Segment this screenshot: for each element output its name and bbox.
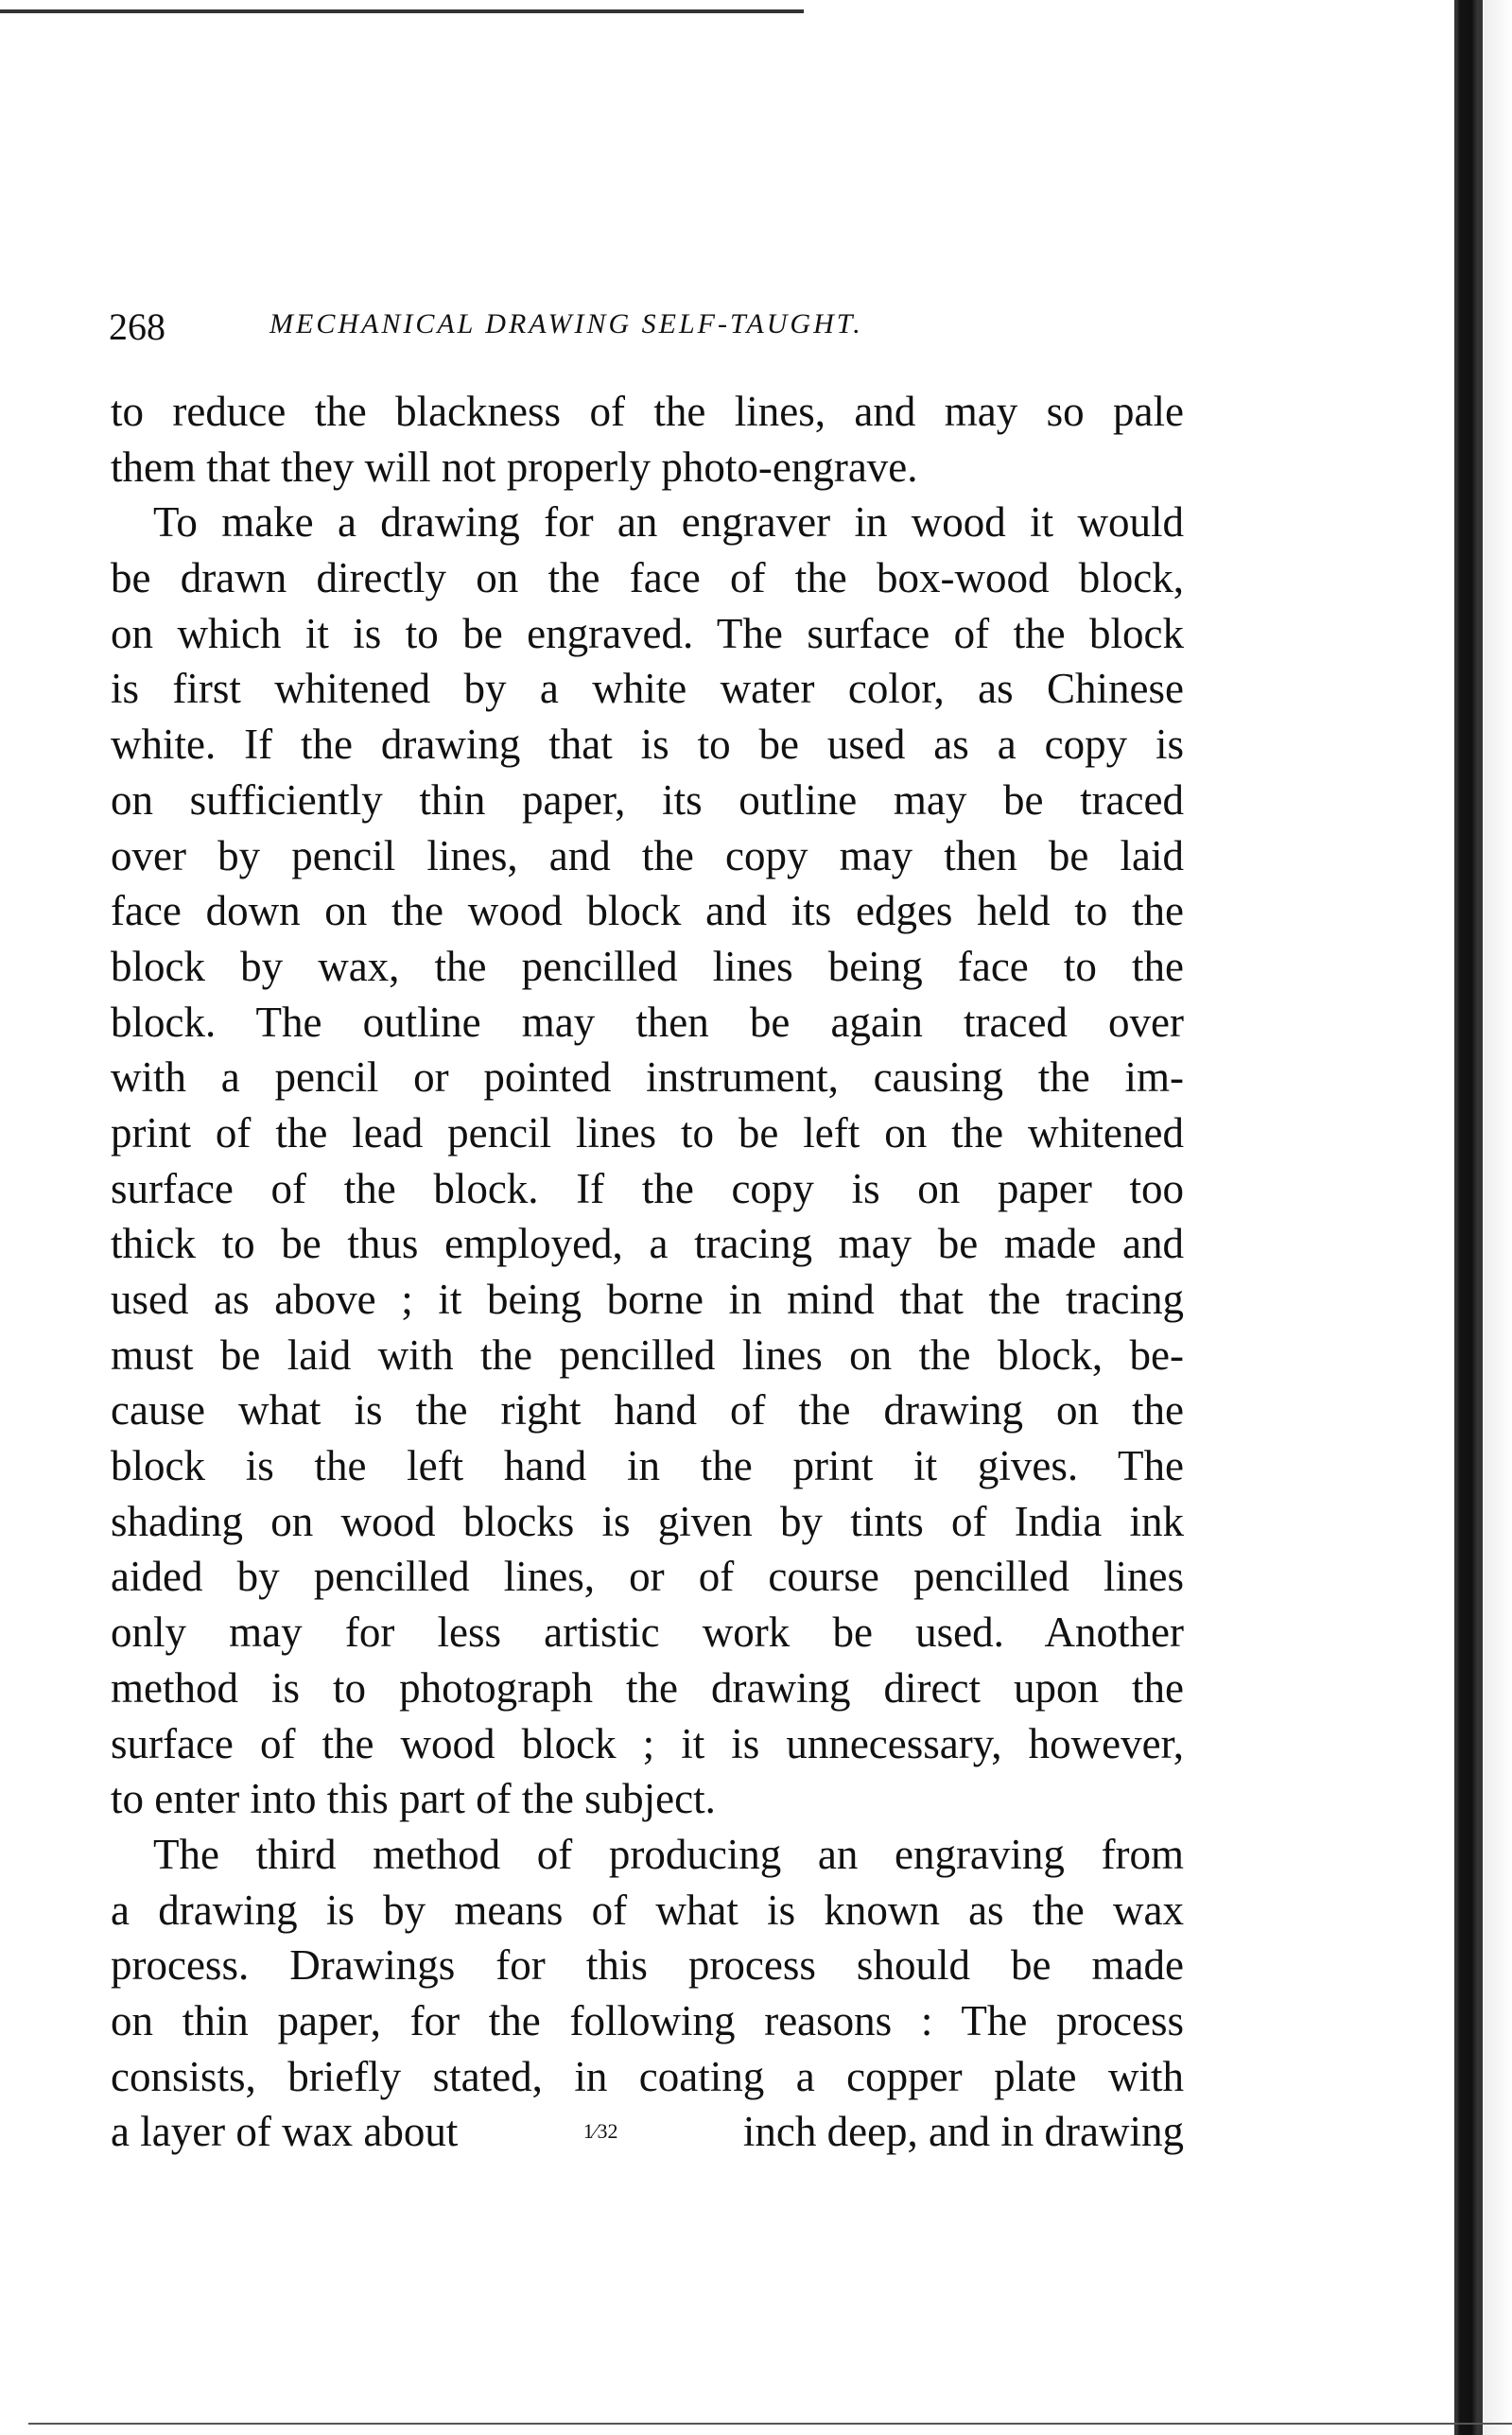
running-title: MECHANICAL DRAWING SELF-TAUGHT. <box>269 308 863 339</box>
text-line: block by wax, the pencilled lines being face to the <box>111 942 1184 990</box>
text-line: used as above ; it being borne in mind that the tracing <box>111 1276 1184 1323</box>
text-line: face down on the wood block and its edges held to the <box>111 887 1184 935</box>
text-line: block. The outline may then be again traced over <box>111 998 1184 1046</box>
text-line: over by pencil lines, and the copy may then be laid <box>111 831 1184 879</box>
text-line: be drawn directly on the face of the box-wood block, <box>111 554 1184 602</box>
text-line: with a pencil or pointed instrument, causing the im- <box>111 1053 1184 1102</box>
text-line: a drawing is by means of what is known as the wax <box>111 1886 1184 1934</box>
text-line: must be laid with the pencilled lines on the block, be- <box>111 1331 1184 1379</box>
text-line: shading on wood blocks is given by tints of India ink <box>111 1497 1184 1545</box>
text-line: white. If the drawing that is to be used as a copy is <box>111 721 1184 769</box>
page-binding-shadow <box>1454 0 1483 2435</box>
text-line: method is to photograph the drawing direct upon the <box>111 1663 1184 1712</box>
text-line <box>111 2104 1184 2160</box>
fraction: 1⁄32 <box>582 2119 618 2144</box>
page-number: 268 <box>109 305 165 348</box>
text-line: is first whitened by a white water color, as Chinese <box>111 665 1184 713</box>
line-text-after: inch deep, and in drawing <box>742 2108 1184 2156</box>
text-line: print of the lead pencil lines to be left on the whitened <box>111 1108 1184 1157</box>
paragraph <box>111 495 1184 1827</box>
page-header <box>109 304 1187 352</box>
text-line: only may for less artistic work be used. Another <box>111 1609 1184 1657</box>
text-line: on which it is to be engraved. The surface of the block <box>111 609 1184 657</box>
text-line: them that they will not properly photo-engrave. <box>111 443 918 491</box>
text-line: To make a drawing for an engraver in wood it would <box>153 498 1184 547</box>
text-line: surface of the block. If the copy is on paper too <box>111 1164 1184 1212</box>
paragraph <box>111 384 1184 495</box>
text-line: to reduce the blackness of the lines, and may so pale <box>111 388 1184 435</box>
text-line: The third method of producing an engraving from <box>153 1830 1184 1878</box>
text-line: to enter into this part of the subject. <box>111 1775 716 1823</box>
text-line: on thin paper, for the following reasons : The process <box>111 1996 1184 2044</box>
text-line: aided by pencilled lines, or of course pencilled lines <box>111 1553 1184 1601</box>
text-line: cause what is the right hand of the drawing on the <box>111 1386 1184 1435</box>
top-rule <box>0 9 804 13</box>
paragraph <box>111 1827 1184 2160</box>
body-text <box>111 384 1184 2160</box>
text-line: process. Drawings for this process should be made <box>111 1941 1184 1990</box>
text-line: thick to be thus employed, a tracing may be made and <box>111 1220 1184 1268</box>
line-text-before: a layer of wax about <box>111 2108 459 2156</box>
bottom-rule <box>28 2423 1512 2425</box>
text-line: surface of the wood block ; it is unnecessary, however, <box>111 1719 1184 1767</box>
text-line: consists, briefly stated, in coating a copper plate with <box>111 2052 1184 2100</box>
text-line: on sufficiently thin paper, its outline may be traced <box>111 775 1184 824</box>
text-line: block is the left hand in the print it gives. The <box>111 1442 1184 1490</box>
